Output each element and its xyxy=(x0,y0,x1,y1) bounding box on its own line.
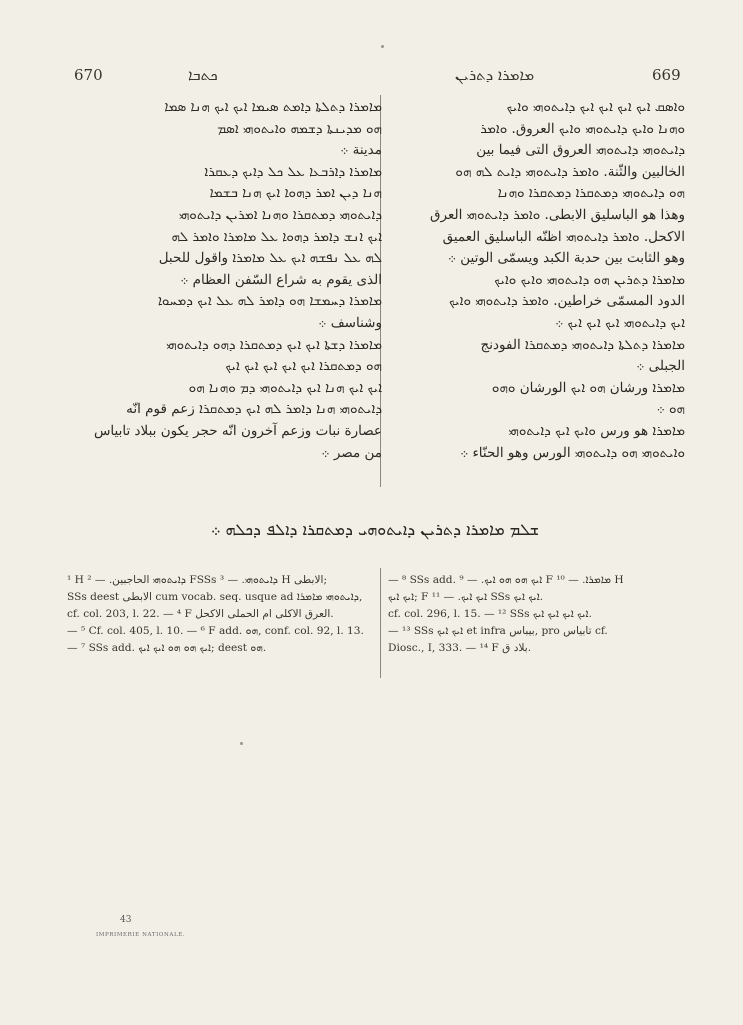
text-line: ܘܗܢܐ ܘܐܝܟ ܕܐܝܬܘܗܝ ܘܐܝܟ العروق. ܘܐܡܪ xyxy=(480,120,685,137)
paper-speck xyxy=(381,45,384,48)
text-line: الاكحل. ܘܐܡܪ ܕܐܝܬܘܗܝ اظنّه الباسليق العميق xyxy=(442,228,685,245)
text-line: ܡܐܡܪܐ ورشان ܗܘ ܐܝܟ الورشان ܘܗܘ xyxy=(491,379,685,396)
text-line: ܗܘ ܕܐܝܬܘܗܝ ܕܡܬܩܪܐ ܕܡܬܩܪܐ ܘܗܢܐ xyxy=(497,185,685,202)
text-line: ܗܢܐ ܕܝܢ ܐܡܪ ܕܗܘܐ ܐܝܟ ܗܢܐ ܒܫܡܐ xyxy=(209,185,382,202)
footnote-line: Diosc., I, 333. — ¹⁴ F بلاد ق. xyxy=(388,642,532,654)
text-line: ܡܐܡܪܐ ܕܫܬܐ ܐܝܟ ܐܝܟ ܕܡܬܩܪܐ ܕܗܘ ܕܐܝܬܘܗܝ xyxy=(166,336,382,353)
left-running-title: ܟܬܒܐ xyxy=(188,66,218,84)
footnote-line: cf. col. 203, l. 22. — ⁴ F العرق الاكلى ام الحملى الاكحل. xyxy=(67,608,334,620)
text-line: ܡܐܡܪܐ ܕܚܡܫܐ ܗܘ ܕܐܡܪ ܠܗ ܥܠ ܐܝܟ ܕܡܚܘܐ xyxy=(157,293,382,310)
text-line: وهذا هو الباسليق الابطى. ܘܐܡܪ ܕܐܝܬܘܗܝ العرق xyxy=(430,206,685,223)
text-line: الخالبين والثّنة. ܘܐܡܪ ܕܐܝܬܘܗܝ ܕܐܝܬ ܠܗ ܗܘ xyxy=(455,163,685,180)
text-line: ܡܐܡܪܐ ܕܬܪܝܢ ܗܘ ܕܐܝܬܘܗܝ ܘܐܝܟ ܘܐܝܟ xyxy=(494,271,685,288)
text-line: وهو الثابت بين حدبة الكبد ويسمّى الوتين ܀ xyxy=(447,250,685,267)
text-line: ܗܘ ܀ xyxy=(656,401,685,418)
footnote-line: — ⁵ Cf. col. 405, l. 10. — ⁶ F add. ܗܘ, conf. col. 92, l. 13. xyxy=(67,625,364,637)
right-page-number: 669 xyxy=(652,66,681,84)
footnote-line: cf. col. 296, l. 15. — ¹² SSs ܐܝܟ ܐܝܟ ܐܝܟ ܐܝܟ. xyxy=(388,608,592,620)
footnote-line: ¹ H ܕܐܝܬܘܗܝ الحاجبين. — ² FSSs ܕܐܝܬܘܗܝ. — ³ H الابطى; xyxy=(67,574,328,586)
text-line: ܕܐܝܬܘܗܝ ܕܡܬܩܪܐ ܘܗܢܐ ܐܡܪܝܢ ܕܐܝܬܘܗܝ xyxy=(178,206,382,223)
left-page-number: 670 xyxy=(74,66,103,84)
footnote-line: — ⁷ SSs add. ܐܝܟ ܗܘ ܗܘ ܐܝܟ ܐܝܟ; deest ܗܘ. xyxy=(67,642,267,654)
text-line: ܕܐܝܬܘܗܝ ܕܐܝܬܘܗܝ العروق التى فيما بين xyxy=(476,142,685,159)
text-line: الدود المسمّى خراطين. ܘܐܡܪ ܕܐܝܬܘܗܝ ܘܐܝܟ xyxy=(448,293,685,310)
right-text-column xyxy=(385,97,685,464)
text-line: عصارة نبات وزعم آخرون انّه حجر يكون ببلاد تابياس xyxy=(93,422,382,439)
text-line: من مصر ܀ xyxy=(321,444,382,461)
footnotes-left xyxy=(67,572,367,657)
footnote-line: SSs deest الابطى cum vocab. seq. usque ad ܕܐܝܬܘܗܝ ܡܐܡܪܐ, xyxy=(67,591,363,603)
footnote-divider xyxy=(380,568,381,678)
footnote-line: — ¹³ SSs ܐܝܟ ܐܝܟ et infra بيباس, pro تابياس cf. xyxy=(388,625,608,637)
footnotes-right xyxy=(388,572,688,657)
sheet-number: 43 xyxy=(120,915,132,925)
footnote-line: ܐܝܟ ܐܝܟ; F ܐܝܟ ܐܝܟ. — ¹¹ SSs ܐܝܟ ܐܝܟ. xyxy=(388,591,544,603)
text-line: ܕܐܝܬܘܗܝ ܗܢܐ ܕܐܡܪ ܠܗ ܐܝܟ ܕܡܬܩܪܐ زعم قوم انّه xyxy=(126,401,382,418)
left-text-column xyxy=(70,97,382,464)
text-line: الجبلى ܀ xyxy=(636,358,685,375)
text-line: ܡܐܡܪܐ ܕܐܪܒܥܐ ܥܠ ܟܠ ܕܐܝܟ ܕܥܩܪܐ xyxy=(204,163,382,180)
text-line: وشناسف ܀ xyxy=(318,314,382,331)
text-line: الذى يقوم به شراع السّفن العظام ܀ xyxy=(180,271,382,288)
text-line: ܘܐܝܬܘܗܝ ܗܘ ܕܐܝܬܘܗܝ الورس وهو الحنّاء ܀ xyxy=(460,444,685,461)
text-line: ܡܐܡܪܐ ܕܬܠܬܐ ܕܐܡܬ ܣܝܡܐ ܐܝܟ ܐܝܟ ܗܢܐ ܣܡܐ xyxy=(164,99,382,115)
text-line: ܗܘ ܡܕܝܢܬܐ ܕܫܡܗ ܘܐܝܬܘܗܝ ܐܣܡ xyxy=(217,120,382,137)
text-line: ܡܐܡܪܐ هو ورس ܘܐܝܟ ܐܝܟ ܕܐܝܬܘܗܝ xyxy=(508,422,685,439)
text-line: ܗܘ ܕܡܬܩܪܐ ܐܝܟ ܐܝܟ ܐܝܟ ܐܝܟ ܐܝܟ xyxy=(225,358,382,375)
text-line: ܐܝܟ ܐܢܫ ܕܐܡܪ ܕܗܘܐ ܥܠ ܡܐܡܪܐ ܘܐܡܪ ܠܗ xyxy=(171,228,382,245)
text-line: ܐܝܟ ܕܐܝܬܘܗܝ ܐܝܟ ܐܝܟ ܐܝܟ ܀ xyxy=(555,314,685,331)
footnote-line: — ⁸ SSs add. ܐܝܟ ܗܘ ܗܘ ܐܝܟ. — ⁹ F ܡܐܡܪܐ. — ¹⁰ H xyxy=(388,574,624,586)
text-line: ܐܝܟ ܐܝܟ ܗܢܐ ܐܝܟ ܕܐܝܬܘܗܝ ܕܡ ܘܗܢܐ ܗܘ xyxy=(188,379,382,396)
printer-imprint: IMPRIMERIE NATIONALE. xyxy=(96,932,186,938)
paper-speck xyxy=(240,742,243,745)
text-line: ܠܗ ܥܠ ܢܦܫܗ ܐܝܟ ܥܠ ܡܐܡܪܐ واقول للحبل xyxy=(158,250,382,267)
text-line: ܘܐܣܩ ܐܝܟ ܐܝܟ ܐܝܟ ܐܝܟ ܕܐܝܬܘܗܝ ܘܐܝܟ xyxy=(506,99,685,115)
right-running-title: ܡܐܡܪܐ ܕܬܪܝܢ xyxy=(455,66,535,84)
text-line: ܡܐܡܪܐ ܕܬܠܬܐ ܕܐܝܬܘܗܝ ܕܡܬܩܪܐ الفودنج xyxy=(480,336,685,353)
text-line: مدينة ܀ xyxy=(340,142,382,159)
closing-line: ܫܠܡ ܡܐܡܪܐ ܕܬܪܝܢ ܕܐܝܬܘܗܝ ܕܡܬܩܪܐ ܕܐܠܦ ܕܟܠܗ ܀ xyxy=(210,520,540,539)
